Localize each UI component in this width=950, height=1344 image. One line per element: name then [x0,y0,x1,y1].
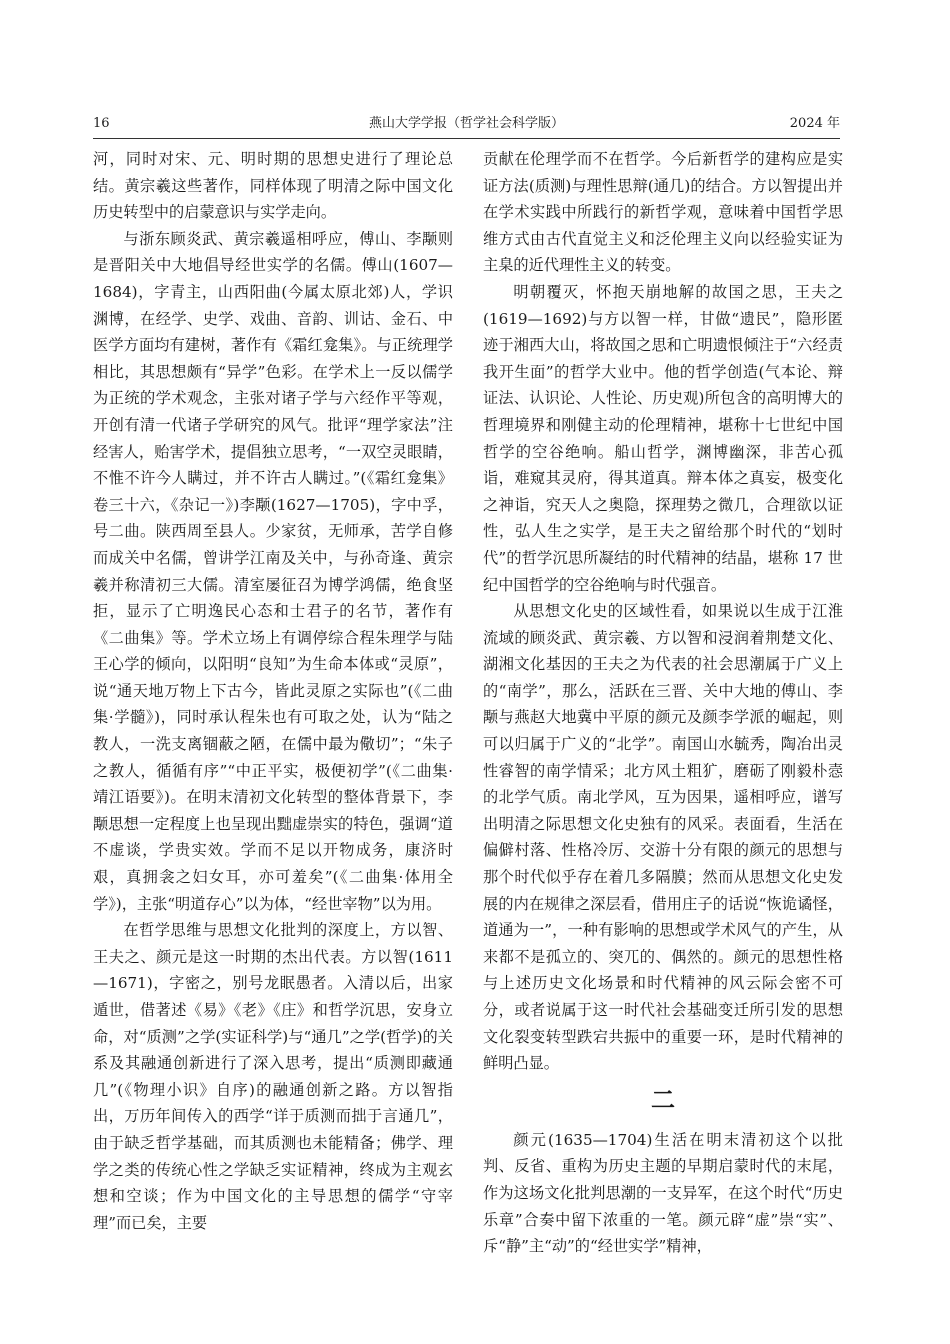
paragraph: 在哲学思维与思想文化批判的深度上，方以智、王夫之、颜元是这一时期的杰出代表。方以智(1611—1671)，字密之，别号龙眠愚者。入清以后，出家遁世，借著述《易》《老》《庄》和哲学沉思，安身立命，对“质测”之学(实证科学)与“通几”之学(哲学)的关系及其融通创新进行了深入思考，提出“质测即藏通几”(《物理小识》自序)的融通创新之路。方以智指出，万历年间传入的西学“详于质测而拙于言通几”，由于缺乏哲学基础，而其质测也未能精备；佛学、理学之类的传统心性之学缺乏实证精神，终成为主观玄想和空谈；作为中国文化的主导思想的儒学“守宰理”而已矣，主要 [93,921,453,1232]
page-number: 16 [93,116,110,131]
section-number: 二 [651,1085,675,1114]
running-header [93,114,840,134]
paragraph: 明朝覆灭，怀抱天崩地解的故国之思，王夫之(1619—1692)与方以智一样，甘做“遗民”，隐形匿迹于湘西大山，将故国之思和亡明遗恨倾注于“六经责我开生面”的哲学大业中。他的哲学创造(气本论、辩证法、认识论、人性论、历史观)所包含的高明博大的哲理境界和刚健主动的伦理精神，堪称十七世纪中国哲学的空谷绝响。船山哲学，渊博幽深，非苦心孤诣，难窥其灵府，得其道真。辩本体之真妄，极变化之神诣，究天人之奥隐，探理势之微几，合理欲以证性，弘人生之实学，是王夫之留给那个时代的“划时代”的哲学沉思所凝结的时代精神的结晶，堪称 17 世纪中国哲学的空谷绝响与时代强音。 [483,282,843,594]
header-rule [93,138,840,139]
paragraph: 贡献在伦理学而不在哲学。今后新哲学的建构应是实证方法(质测)与理性思辩(通几)的结合。方以智提出并在学术实践中所践行的新哲学观，意味着中国哲学思维方式由古代直觉主义和泛伦理主义向以经验实证为主臬的近代理性主义的转变。 [483,150,843,275]
paragraph: 河，同时对宋、元、明时期的思想史进行了理论总结。黄宗羲这些著作，同样体现了明清之际中国文化历史转型中的启蒙意识与实学走向。 [93,150,453,222]
paragraph: 与浙东顾炎武、黄宗羲遥相呼应，傅山、李颙则是晋阳关中大地倡导经世实学的名儒。傅山(1607—1684)，字青主，山西阳曲(今属太原北郊)人，学识渊博，在经学、史学、戏曲、音韵、训诂、金石、中医学方面均有建树，著作有《霜红龛集》。与正统理学相比，其思想颇有“异学”色彩。在学术上一反以儒学为正统的学术观念，主张对诸子学与六经作平等观，开创有清一代诸子学研究的风气。批评“理学家法”注经害人，贻害学术，提倡独立思考，“一双空灵眼睛，不惟不许今人瞒过，并不许古人瞒过。”(《霜红龛集》卷三十六，《杂记一》)李颙(1627—1705)，字中孚，号二曲。陕西周至县人。少家贫，无师承，苦学自修而成关中名儒，曾讲学江南及关中，与孙奇逢、黄宗羲并称清初三大儒。清室屡征召为博学鸿儒，绝食坚拒，显示了亡明逸民心态和士君子的名节，著作有《二曲集》等。学术立场上有调停综合程朱理学与陆王心学的倾向，以阳明“良知”为生命本体或“灵原”，说“通天地万物上下古今，皆此灵原之实际也”(《二曲集·学髓》)，同时承认程朱也有可取之处，认为“陆之教人，一洗支离锢蔽之陋，在儒中最为儆切”；“朱子之教人，循循有序”“中正平实，极便初学”(《二曲集·靖江语要》)。在明末清初文化转型的整体背景下，李颙思想一定程度上也呈现出黜虚崇实的特色，强调“道不虚谈，学贵实效。学而不足以开物成务，康济时艰，真拥衾之妇女耳，亦可羞矣”(《二曲集·体用全学》)，主张“明道存心”以为体，“经世宰物”以为用。 [93,229,453,913]
paragraph: 从思想文化史的区域性看，如果说以生成于江淮流域的顾炎武、黄宗羲、方以智和浸润着荆楚文化、湖湘文化基因的王夫之为代表的社会思潮属于广义上的“南学”，那么，活跃在三晋、关中大地的傅山、李颙与燕赵大地冀中平原的颜元及颜李学派的崛起，则可以归属于广义的“北学”。南国山水毓秀，陶冶出灵性睿智的南学情采；北方风土粗犷，磨砺了刚毅朴悫的北学气质。南北学风，互为因果，遥相呼应，谱写出明清之际思想文化史独有的风采。表面看，生活在偏僻村落、性格冷厉、交游十分有限的颜元的思想与那个时代似乎存在着几多隔膜；然而从思想文化史发展的内在规律之深层看，借用庄子的话说“恢诡谲怪，道通为一”，一种有影响的思想或学术风气的产生，从来都不是孤立的、突兀的、偶然的。颜元的思想性格与上述历史文化场景和时代精神的风云际会密不可分，或者说属于这一时代社会基础变迁所引发的思想文化裂变转型跌宕共振中的重要一环，是时代精神的鲜明凸显。 [483,602,843,1073]
publication-year: 2024 年 [789,116,840,131]
section-heading [483,1085,843,1115]
journal-title: 燕山大学学报（哲学社会科学版） [368,116,564,131]
left-column [93,146,453,1286]
paragraph: 颜元(1635—1704)生活在明末清初这个以批判、反省、重构为历史主题的早期启蒙时代的末尾，作为这场文化批判思潮的一支异军，在这个时代“历史乐章”合奏中留下浓重的一笔。颜元辟“虚”崇“实”、斥“静”主“动”的“经世实学”精神， [483,1130,843,1256]
right-column [483,146,843,1286]
